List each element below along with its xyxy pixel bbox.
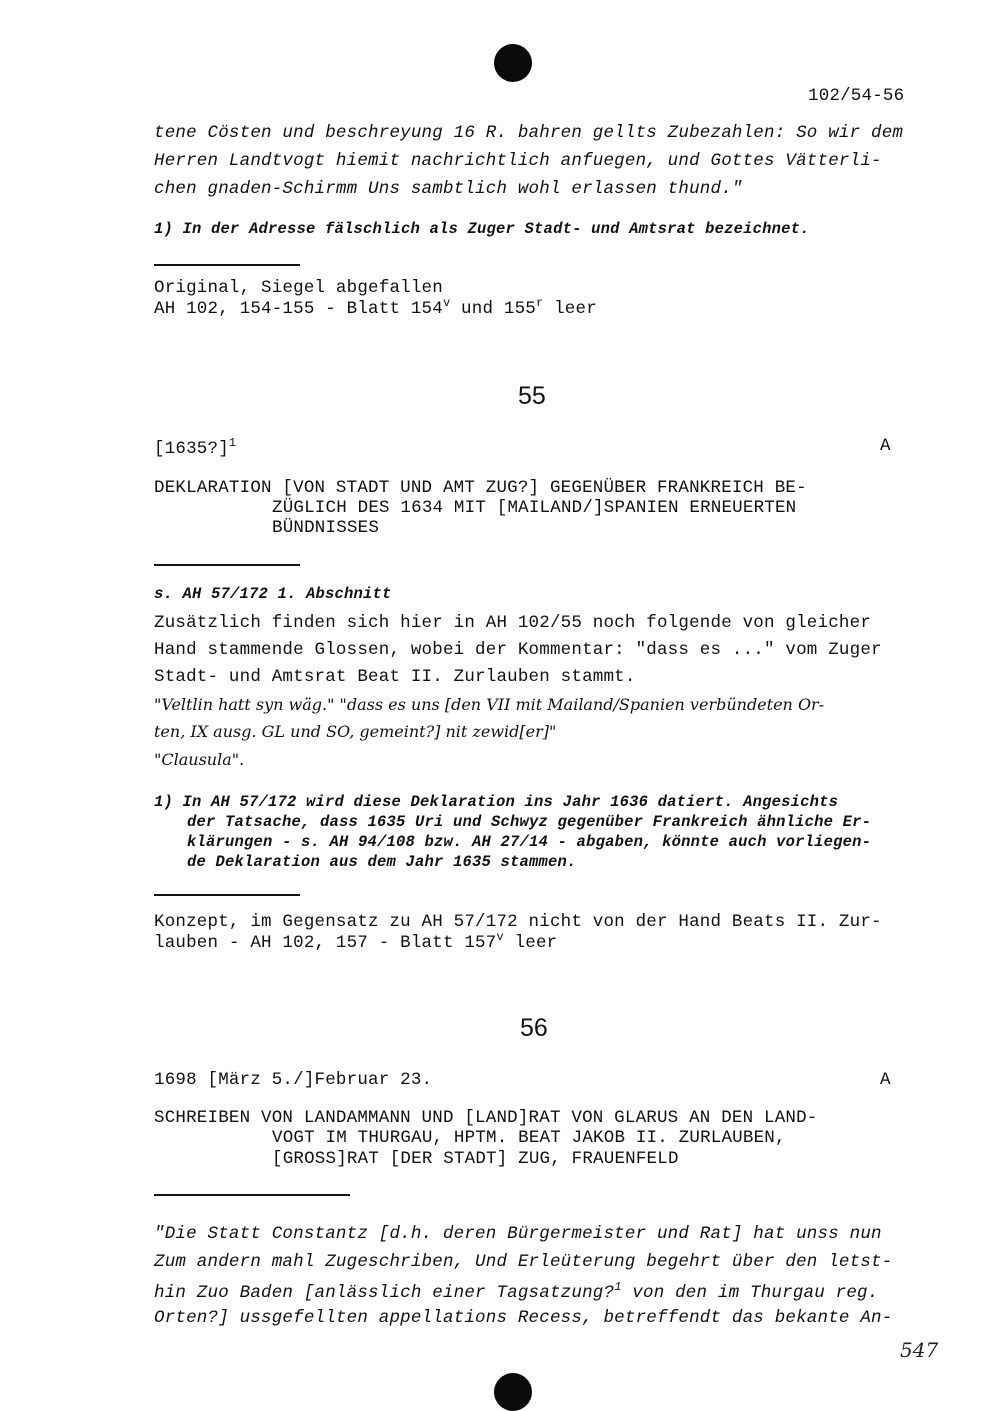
margin-note: 547: [900, 1338, 939, 1362]
footnote: klärungen - s. AH 94/108 bzw. AH 27/14 - abgaben, könnte auch vorliegen-: [187, 833, 872, 851]
divider: [154, 894, 300, 896]
text-line: Zusätzlich finden sich hier in AH 102/55 noch folgende von gleicher: [154, 613, 872, 633]
text-line: Orten?] ussgefellten appellations Recess, betreffendt das bekante An-: [154, 1308, 893, 1328]
text-line: Hand stammende Glossen, wobei der Kommentar: "dass es ..." vom Zuger: [154, 640, 882, 660]
document-date: [1635?]$^1$: [154, 436, 237, 459]
page-reference: 102/54-56: [808, 86, 905, 106]
document-title: BÜNDNISSES: [272, 518, 380, 538]
source-note: Original, Siegel abgefallen: [154, 278, 443, 298]
document-title: DEKLARATION [VON STADT UND AMT ZUG?] GEGENÜBER FRANKREICH BE-: [154, 478, 807, 498]
document-type-letter: A: [880, 1070, 891, 1090]
document-title: ZÜGLICH DES 1634 MIT [MAILAND/]SPANIEN ERNEUERTEN: [272, 498, 797, 518]
divider: [154, 1194, 350, 1196]
text-line: chen gnaden-Schirmm Uns sambtlich wohl erlassen thund.": [154, 179, 743, 199]
document-title: SCHREIBEN VON LANDAMMANN UND [LAND]RAT VON GLARUS AN DEN LAND-: [154, 1108, 818, 1128]
document-title: VOGT IM THURGAU, HPTM. BEAT JAKOB II. ZURLAUBEN,: [272, 1128, 786, 1148]
gloss-line: "Clausula".: [154, 750, 245, 769]
source-note: AH 102, 154-155 - Blatt 154$^v$ und 155$^r$ leer: [154, 296, 597, 319]
cross-reference: s. AH 57/172 1. Abschnitt: [154, 585, 392, 603]
text-line: Stadt- und Amtsrat Beat II. Zurlauben stammt.: [154, 667, 636, 687]
footnote: 1) In AH 57/172 wird diese Deklaration ins Jahr 1636 datiert. Angesichts: [154, 793, 839, 811]
punch-hole-top: [494, 44, 532, 82]
footnote: de Deklaration aus dem Jahr 1635 stammen.: [187, 853, 577, 871]
text-line: tene Cösten und beschreyung 16 R. bahren gellts Zubezahlen: So wir dem: [154, 123, 904, 143]
gloss-line: ten, IX ausg. GL und SO, gemeint?] nit zewid[er]": [154, 722, 557, 741]
text-line: hin Zuo Baden [anlässlich einer Tagsatzung?$^1$ von den im Thurgau reg.: [154, 1280, 879, 1303]
source-note: Konzept, im Gegensatz zu AH 57/172 nicht von der Hand Beats II. Zur-: [154, 912, 882, 932]
source-note: lauben - AH 102, 157 - Blatt 157$^v$ leer: [154, 930, 558, 953]
text-line: Herren Landtvogt hiemit nachrichtlich anfuegen, und Gottes Vätterli-: [154, 151, 882, 171]
document-date: 1698 [März 5./]Februar 23.: [154, 1070, 433, 1090]
document-title: [GROSS]RAT [DER STADT] ZUG, FRAUENFELD: [272, 1149, 679, 1169]
footnote: der Tatsache, dass 1635 Uri und Schwyz gegenüber Frankreich ähnliche Er-: [187, 813, 872, 831]
punch-hole-bottom: [494, 1373, 532, 1411]
document-number: 56: [520, 1014, 548, 1042]
gloss-line: "Veltlin hatt syn wäg." "dass es uns [den VII mit Mailand/Spanien verbündeten Or-: [154, 695, 825, 714]
divider: [154, 264, 300, 266]
footnote: 1) In der Adresse fälschlich als Zuger Stadt- und Amtsrat bezeichnet.: [154, 220, 810, 238]
divider: [154, 564, 300, 566]
text-line: Zum andern mahl Zugeschriben, Und Erleüterung begehrt über den letst-: [154, 1252, 893, 1272]
document-type-letter: A: [880, 436, 891, 456]
text-line: "Die Statt Constantz [d.h. deren Bürgermeister und Rat] hat unss nun: [154, 1224, 882, 1244]
document-number: 55: [518, 382, 546, 410]
